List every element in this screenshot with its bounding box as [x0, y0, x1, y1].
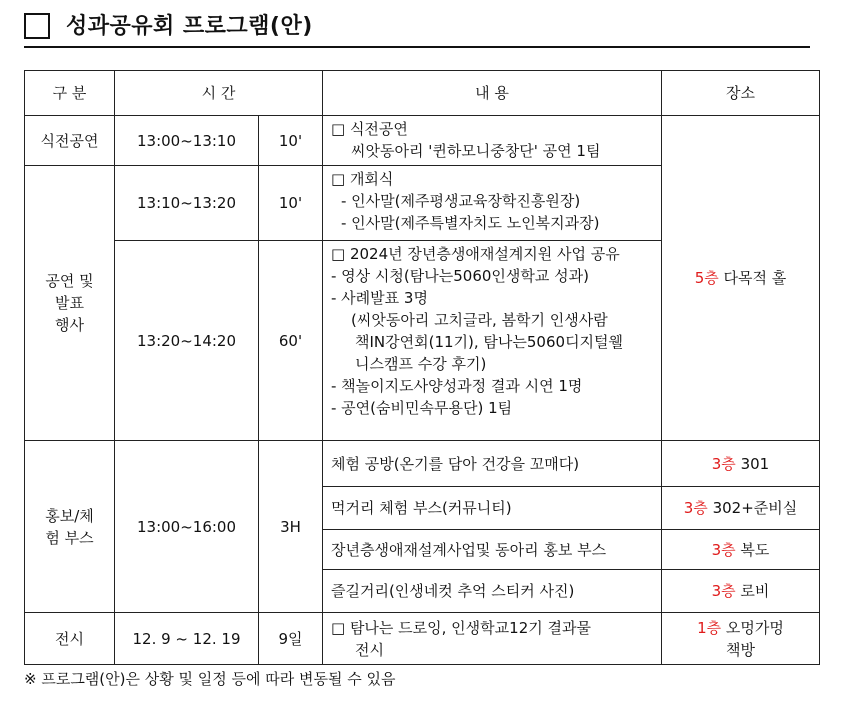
content-line: 니스캠프 수강 후기) [355, 355, 487, 373]
time-cell: 13:00~13:10 [115, 116, 259, 166]
venue-floor: 3층 [711, 540, 736, 559]
content-cell [323, 613, 662, 665]
time-cell: 13:10~13:20 [115, 166, 259, 241]
time-cell: 13:00~16:00 [115, 441, 259, 613]
venue-cell [662, 570, 820, 613]
content-cell: 먹거리 체험 부스(커뮤니티) [323, 487, 662, 530]
venue-cell-main [662, 116, 820, 441]
content-line: 씨앗동아리 '퀸하모니중창단' 공연 1팀 [351, 142, 601, 160]
content-line: 전시 [355, 640, 384, 659]
title-bar [24, 12, 810, 48]
content-line: □ 개회식 [331, 170, 394, 188]
table-row [25, 613, 820, 665]
header-row [25, 71, 820, 116]
venue-line [662, 617, 819, 639]
venue-floor: 1층 [697, 618, 722, 637]
content-cell: 체험 공방(온기를 담아 건강을 꼬매다) [323, 441, 662, 487]
content-line: 책IN강연회(11기), 탐나는5060디지털웰 [355, 333, 624, 351]
header-category: 구 분 [25, 71, 115, 116]
duration-cell: 10' [259, 116, 323, 166]
venue-place: 로비 [740, 582, 770, 600]
venue-floor: 5층 [694, 269, 719, 287]
content-cell: 즐길거리(인생네컷 추억 스티커 사진) [323, 570, 662, 613]
content-cell [323, 166, 662, 241]
header-time: 시 간 [115, 71, 323, 116]
category-cell: 전시 [25, 613, 115, 665]
content-line: - 인사말(제주평생교육장학진흥원장) [341, 192, 581, 210]
venue-cell [662, 441, 820, 487]
category-line: 홍보/체 [45, 506, 94, 525]
venue-cell [662, 487, 820, 530]
category-line: 험 부스 [45, 528, 94, 547]
time-cell: 13:20~14:20 [115, 241, 259, 441]
content-line: - 영상 시청(탐나는5060인생학교 성과) [331, 267, 589, 285]
content-cell [323, 241, 662, 441]
venue-floor: 3층 [683, 499, 708, 517]
venue-floor: 3층 [711, 582, 736, 600]
content-line: □ 식전공연 [331, 120, 408, 138]
content-line: - 사례발표 3명 [331, 289, 428, 307]
content-line: (씨앗동아리 고치글라, 봄학기 인생사람 [351, 311, 608, 329]
venue-place-line2: 책방 [726, 640, 755, 659]
venue-place: 302+준비실 [712, 499, 798, 517]
page-title: 성과공유회 프로그램(안) [66, 14, 313, 39]
content-cell: 장년층생애재설계사업및 동아리 홍보 부스 [323, 530, 662, 570]
checkbox-square-icon [24, 13, 50, 39]
venue-place: 301 [740, 454, 770, 473]
category-line: 발표 [55, 294, 84, 312]
venue-place: 오멍가멍 [725, 618, 784, 637]
duration-cell: 9일 [259, 613, 323, 665]
table-row [25, 116, 820, 166]
category-cell: 식전공연 [25, 116, 115, 166]
category-cell-group [25, 166, 115, 441]
duration-cell: 3H [259, 441, 323, 613]
venue-cell [662, 530, 820, 570]
venue-cell [662, 613, 820, 665]
venue-place: 다목적 홀 [723, 269, 787, 287]
duration-cell: 10' [259, 166, 323, 241]
program-table [24, 70, 820, 665]
category-line: 공연 및 [45, 272, 94, 290]
duration-cell: 60' [259, 241, 323, 441]
category-line: 행사 [55, 316, 84, 334]
header-venue: 장소 [662, 71, 820, 116]
content-line: - 책놀이지도사양성과정 결과 시연 1명 [331, 377, 583, 395]
table-row [25, 441, 820, 487]
content-line: - 공연(숨비민속무용단) 1팀 [331, 399, 513, 417]
header-content: 내 용 [323, 71, 662, 116]
footnote: ※ 프로그램(안)은 상황 및 일정 등에 따라 변동될 수 있음 [24, 670, 396, 688]
content-cell [323, 116, 662, 166]
content-line: - 인사말(제주특별자치도 노인복지과장) [341, 214, 600, 232]
content-line: □ 2024년 장년층생애재설계지원 사업 공유 [331, 245, 620, 263]
category-cell-promo [25, 441, 115, 613]
time-cell: 12. 9 ~ 12. 19 [115, 613, 259, 665]
venue-floor: 3층 [711, 454, 736, 473]
content-line: □ 탐나는 드로잉, 인생학교12기 결과물 [331, 618, 591, 637]
venue-place: 복도 [740, 540, 770, 559]
